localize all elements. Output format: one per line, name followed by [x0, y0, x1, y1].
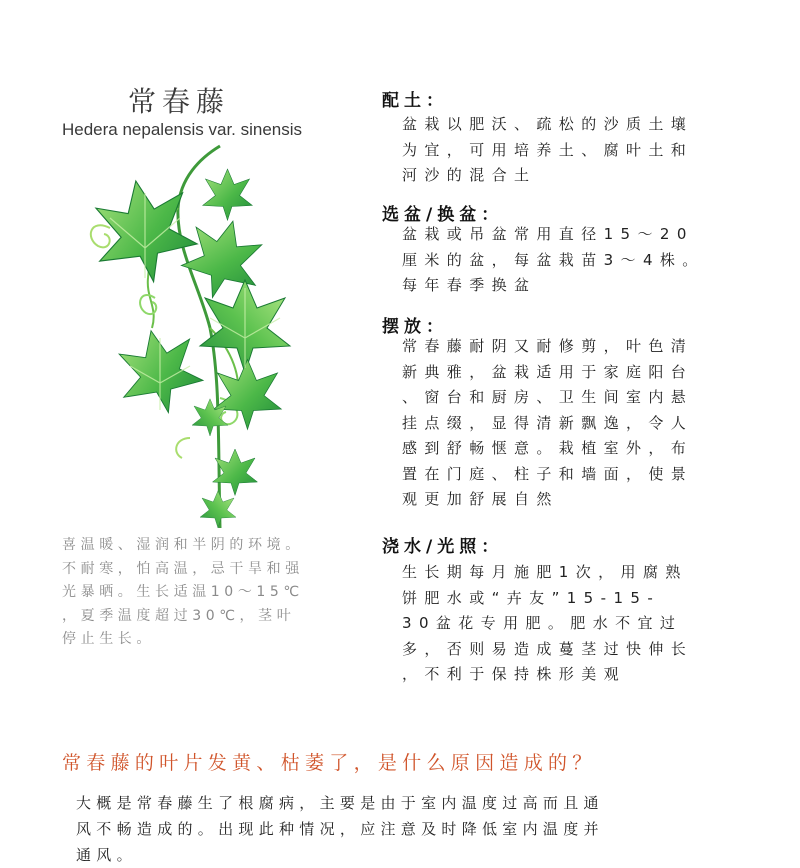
section-line: 置在门庭、柱子和墙面，使景 [402, 464, 694, 483]
faq-answer-line: 通风。 [76, 846, 137, 864]
intro-line: ，夏季温度超过30℃，茎叶 [62, 607, 296, 624]
section-line: 河沙的混合土 [402, 166, 537, 184]
section-line: 生长期每月施肥1次，用腐熟 [402, 563, 688, 581]
section-heading-soil: 配土： [382, 91, 448, 111]
section-line: 、窗台和厨房、卫生间室内悬 [402, 388, 694, 406]
section-body-water-light [402, 560, 693, 688]
section-line: 多，否则易造成蔓茎过快伸长 [402, 639, 694, 658]
plant-latin-name: Hedera nepalensis var. sinensis [62, 120, 303, 139]
section-body-pot [402, 222, 705, 299]
ivy-illustration [70, 138, 310, 538]
section-line: 挂点缀，显得清新飘逸，令人 [402, 413, 694, 432]
section-line: 厘米的盆，每盆栽苗3～4株。 [402, 250, 705, 269]
section-body-placement [402, 334, 693, 513]
section-line: 饼肥水或“卉友”15-15- [402, 588, 661, 607]
faq-answer [76, 790, 604, 868]
section-line: 盆栽或吊盆常用直径15～20 [402, 225, 694, 243]
section-line: 观更加舒展自然 [402, 490, 559, 508]
intro-line: 不耐寒，怕高温，忌干旱和强 [62, 560, 304, 577]
section-line: 为宜，可用培养土、腐叶土和 [402, 140, 694, 159]
section-body-soil [402, 112, 693, 189]
section-line: 常春藤耐阴又耐修剪，叶色清 [402, 337, 694, 355]
intro-text [62, 534, 352, 652]
plant-title: 常春藤 [128, 85, 231, 118]
faq-answer-line: 风不畅造成的。出现此种情况，应注意及时降低室内温度并 [76, 820, 604, 838]
section-line: 30盆花专用肥。肥水不宜过 [402, 614, 683, 632]
section-heading-pot: 选盆/换盆： [382, 205, 504, 225]
faq-answer-line: 大概是常春藤生了根腐病，主要是由于室内温度过高而且通 [76, 794, 604, 812]
section-line: 盆栽以肥沃、疏松的沙质土壤 [402, 115, 694, 133]
intro-line: 喜温暖、湿润和半阴的环境。 [62, 537, 304, 553]
faq-question: 常春藤的叶片发黄、枯萎了，是什么原因造成的？ [62, 752, 597, 774]
section-line: 感到舒畅惬意。栽植室外，布 [402, 439, 694, 457]
intro-line: 光暴晒。生长适温10～15℃ [62, 584, 304, 600]
intro-line: 停止生长。 [62, 631, 155, 647]
section-heading-placement: 摆放： [382, 317, 448, 337]
section-line: ，不利于保持株形美观 [402, 665, 627, 683]
section-line: 每年春季换盆 [402, 276, 537, 294]
section-heading-water-light: 浇水/光照： [382, 537, 504, 557]
section-line: 新典雅，盆栽适用于家庭阳台 [402, 362, 694, 381]
